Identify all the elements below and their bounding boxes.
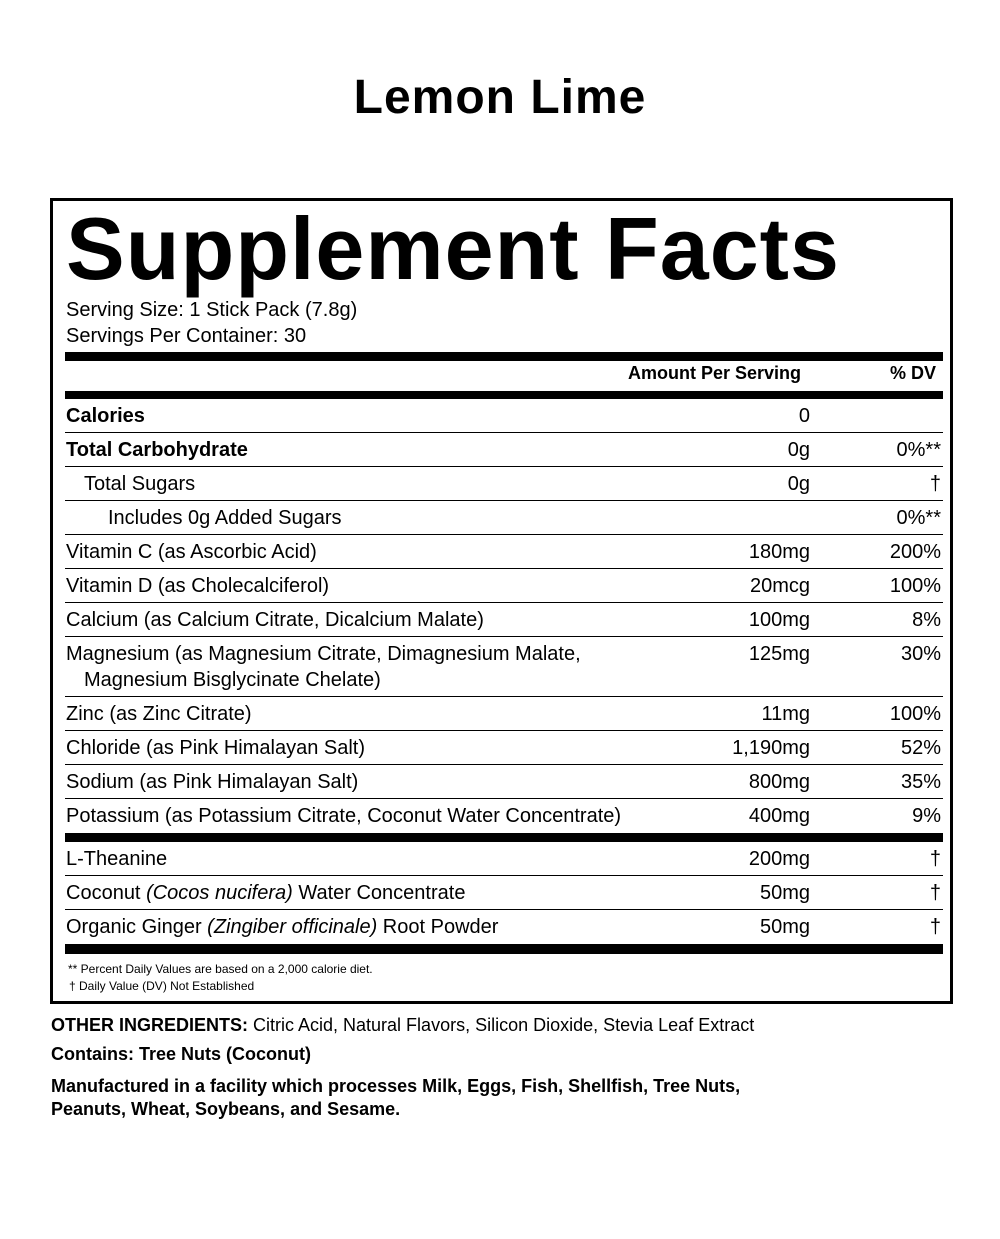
facility-statement-line1: Manufactured in a facility which processes Milk, Eggs, Fish, Shellfish, Tree Nuts,: [51, 1076, 741, 1096]
nutrient-name: Vitamin D (as Cholecalciferol): [66, 575, 330, 597]
ingredient-row-coconut: [65, 876, 943, 910]
nutrient-name: Includes 0g Added Sugars: [108, 507, 342, 529]
nutrient-name: Calories: [66, 405, 145, 427]
thick-divider-bottom: [65, 944, 943, 954]
ingredient-amount: 50mg: [759, 882, 810, 904]
nutrient-dv: 100%: [889, 575, 941, 597]
nutrient-dv: 35%: [900, 771, 941, 793]
nutrient-name-line2: Magnesium Bisglycinate Chelate): [84, 669, 381, 691]
nutrient-amount: 0: [798, 405, 810, 427]
nutrient-dv: 52%: [900, 737, 941, 759]
nutrient-row-total-sugars: [65, 467, 943, 501]
ingredient-name-pre: Coconut: [66, 882, 147, 904]
nutrient-name-line1: Magnesium (as Magnesium Citrate, Dimagnesium Malate,: [66, 643, 581, 665]
nutrient-dv: 30%: [900, 643, 941, 665]
ingredient-latin-name: (Zingiber officinale): [207, 916, 378, 938]
ingredient-name: L-Theanine: [66, 848, 168, 870]
ingredient-latin-name: (Cocos nucifera): [146, 882, 293, 904]
thick-divider-top: [65, 352, 943, 361]
nutrient-amount: 800mg: [748, 771, 810, 793]
nutrient-dv: 100%: [889, 703, 941, 725]
ingredient-row-ginger: [65, 910, 943, 944]
nutrient-dv: 0%**: [896, 507, 941, 529]
flavor-title: Lemon Lime: [353, 71, 647, 124]
nutrient-name: Total Carbohydrate: [66, 439, 248, 461]
nutrient-name: Total Sugars: [84, 473, 196, 495]
servings-per-container: Servings Per Container: 30: [66, 325, 307, 347]
nutrient-dv: 200%: [889, 541, 941, 563]
nutrient-name: Calcium (as Calcium Citrate, Dicalcium Malate): [66, 609, 484, 631]
header-percent-dv: % DV: [889, 363, 936, 383]
nutrient-amount: 1,190mg: [732, 737, 810, 759]
nutrient-row-sodium: [65, 765, 943, 799]
ingredient-row-l-theanine: [65, 842, 943, 876]
header-amount-per-serving: Amount Per Serving: [627, 363, 801, 383]
allergen-contains: Contains: Tree Nuts (Coconut): [51, 1044, 311, 1064]
ingredient-name-pre: Organic Ginger: [66, 916, 208, 938]
nutrient-dv: †: [929, 473, 941, 495]
nutrient-row-added-sugars: [65, 501, 943, 535]
other-ingredients-text: Citric Acid, Natural Flavors, Silicon Dioxide, Stevia Leaf Extract: [248, 1015, 755, 1035]
nutrient-row-total-carbohydrate: [65, 433, 943, 467]
nutrient-amount: 11mg: [761, 703, 810, 725]
footnote-percent-dv: ** Percent Daily Values are based on a 2,000 calorie diet.: [68, 962, 373, 976]
other-ingredients-label: OTHER INGREDIENTS:: [51, 1015, 249, 1035]
nutrient-row-vitamin-d: [65, 569, 943, 603]
nutrient-amount: 0g: [787, 439, 810, 461]
thick-divider-header: [65, 391, 943, 399]
supplement-facts-panel: [50, 198, 953, 1004]
ingredient-amount: 200mg: [748, 848, 810, 870]
nutrient-amount: 20mcg: [749, 575, 810, 597]
ingredient-name: [66, 880, 465, 906]
nutrient-row-potassium: [65, 799, 943, 833]
ingredient-name-post: Root Powder: [377, 916, 499, 938]
nutrient-name: Sodium (as Pink Himalayan Salt): [66, 771, 359, 793]
ingredient-name: [66, 914, 498, 940]
nutrient-row-zinc: [65, 697, 943, 731]
nutrient-row-chloride: [65, 731, 943, 765]
facility-statement-line2: Peanuts, Wheat, Soybeans, and Sesame.: [51, 1099, 401, 1119]
nutrient-amount: 0g: [787, 473, 810, 495]
nutrient-name: Chloride (as Pink Himalayan Salt): [66, 737, 366, 759]
nutrient-dv: 9%: [912, 805, 941, 827]
nutrient-name: Potassium (as Potassium Citrate, Coconut Water Concentrate): [66, 805, 622, 827]
nutrient-name: Zinc (as Zinc Citrate): [66, 703, 252, 725]
serving-size: Serving Size: 1 Stick Pack (7.8g): [66, 299, 358, 321]
nutrient-amount: 400mg: [748, 805, 810, 827]
nutrient-amount: 100mg: [748, 609, 810, 631]
nutrient-row-magnesium: [65, 637, 943, 697]
footnote-dv-not-established: † Daily Value (DV) Not Established: [69, 979, 255, 993]
thick-divider-other: [65, 833, 943, 842]
nutrient-row-calcium: [65, 603, 943, 637]
ingredient-name-post: Water Concentrate: [292, 882, 466, 904]
nutrient-name: Vitamin C (as Ascorbic Acid): [66, 541, 317, 563]
ingredient-dv: †: [929, 882, 941, 904]
ingredient-dv: †: [929, 848, 941, 870]
nutrient-row-vitamin-c: [65, 535, 943, 569]
panel-title: Supplement Facts: [66, 199, 840, 298]
nutrient-name: [66, 641, 581, 693]
ingredient-amount: 50mg: [759, 916, 810, 938]
nutrient-row-calories: [65, 399, 943, 433]
nutrient-dv: 8%: [912, 609, 941, 631]
nutrient-amount: 180mg: [748, 541, 810, 563]
ingredient-dv: †: [929, 916, 941, 938]
nutrient-dv: 0%**: [896, 439, 941, 461]
nutrient-amount: 125mg: [748, 643, 810, 665]
other-ingredients: [51, 1014, 951, 1036]
